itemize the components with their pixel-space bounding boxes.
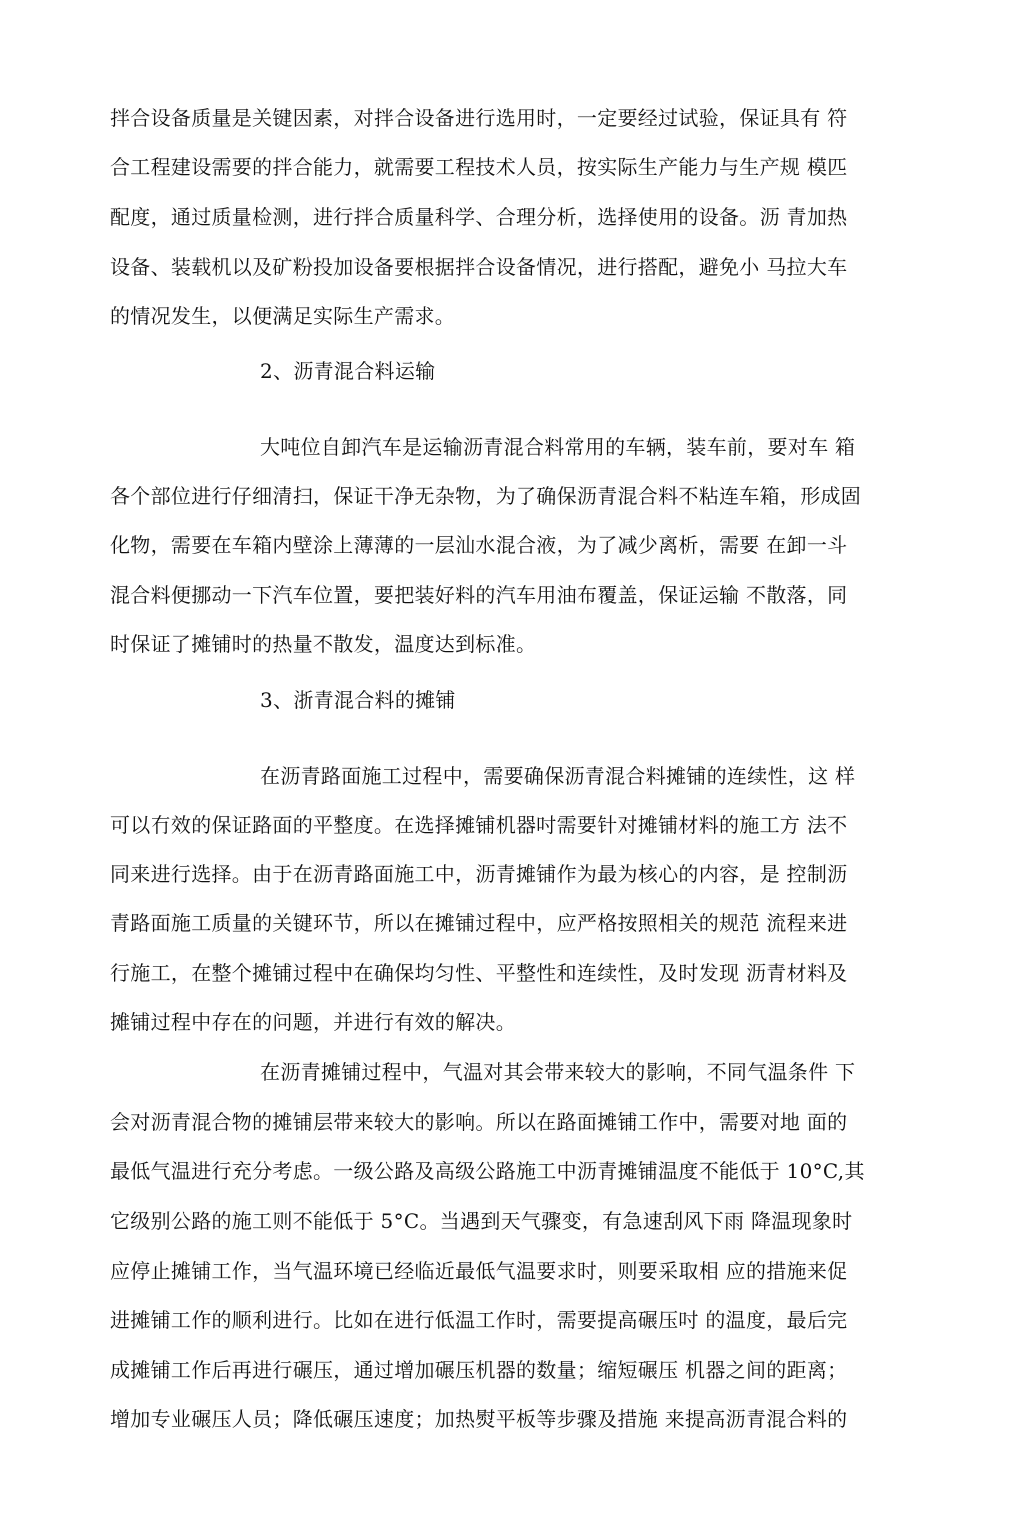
paragraph-line: 拌合设备质量是关键因素，对拌合设备进行选用时，一定要经过试验，保证具有 符: [110, 106, 848, 130]
paragraph-line: 大吨位自卸汽车是运输沥青混合料常用的车辆，装车前，要对车 箱: [260, 435, 856, 459]
paragraph-line: 应停止摊铺工作，当气温环境已经临近最低气温要求时，则要采取相 应的措施来促: [110, 1259, 848, 1283]
paragraph-line: 的情况发生，以便满足实际生产需求。: [110, 304, 456, 328]
paragraph-line: 成摊铺工作后再进行碾压，通过增加碾压机器的数量；缩短碾压 机器之间的距离；: [110, 1358, 848, 1382]
paragraph-line: 同来进行选择。由于在沥青路面施工中，沥青摊铺作为最为核心的内容，是 控制沥: [110, 862, 848, 886]
paragraph-line: 各个部位进行仔细清扫，保证干净无杂物，为了确保沥青混合料不粘连车箱，形成固: [110, 484, 862, 508]
paragraph-line: 摊铺过程中存在的问题，并进行有效的解决。: [110, 1010, 516, 1034]
paragraph-line: 进摊铺工作的顺利进行。比如在进行低温工作时，需要提高碾压吋 的温度，最后完: [110, 1308, 848, 1332]
paragraph-line: 配度，通过质量检测，进行拌合质量科学、合理分析，选择使用的设备。沥 青加热: [110, 205, 848, 229]
paragraph-line: 青路面施工质量的关键环节，所以在摊铺过程中，应严格按照相关的规范 流程来进: [110, 911, 848, 935]
paragraph-line: 在沥青路面施工过程中，需要确保沥青混合料摊铺的连续性，这 样: [260, 764, 856, 788]
section-heading: 2、沥青混合料运输: [260, 359, 436, 383]
paragraph-line: 它级别公路的施工则不能低于 5°C。当遇到天气骤变，有急速刮风下雨 降温现象时: [110, 1209, 853, 1233]
section-heading: 3、浙青混合料的摊铺: [260, 688, 456, 712]
paragraph-line: 时保证了摊铺时的热量不散发，温度达到标准。: [110, 632, 537, 656]
paragraph-line: 设备、装载机以及矿粉投加设备要根据拌合设备情况，进行搭配，避免小 马拉大车: [110, 255, 848, 279]
paragraph-line: 化物，需要在车箱内壁涂上薄薄的一层汕水混合液，为了减少离析，需要 在卸一斗: [110, 533, 848, 557]
paragraph-line: 合工程建设需要的拌合能力，就需要工程技术人员，按实际生产能力与生产规 模匹: [110, 155, 848, 179]
paragraph-line: 增加专业碾压人员；降低碾压速度；加热熨平板等步骤及措施 来提高沥青混合料的: [110, 1407, 848, 1431]
paragraph-line: 最低气温进行充分考虑。一级公路及高级公路施工中沥青摊铺温度不能低于 10°C,其: [110, 1159, 865, 1183]
paragraph-line: 混合料便挪动一下汽车位置，要把装好料的汽车用油布覆盖，保证运输 不散落，同: [110, 583, 848, 607]
paragraph-line: 可以冇效的保证路面的平整度。在选择摊铺机器吋需要针对摊铺材料的施工方 法不: [110, 813, 848, 837]
paragraph-line: 行施工，在整个摊铺过程中在确保均匀性、平整性和连续性，及时发现 沥青材料及: [110, 961, 848, 985]
paragraph-line: 会对沥青混合物的摊铺层带来较大的影响。所以在路面摊铺工作中，需要对地 面的: [110, 1110, 848, 1134]
paragraph-line: 在沥青摊铺过程中，气温对其会带来较大的影响，不同气温条件 下: [260, 1060, 856, 1084]
